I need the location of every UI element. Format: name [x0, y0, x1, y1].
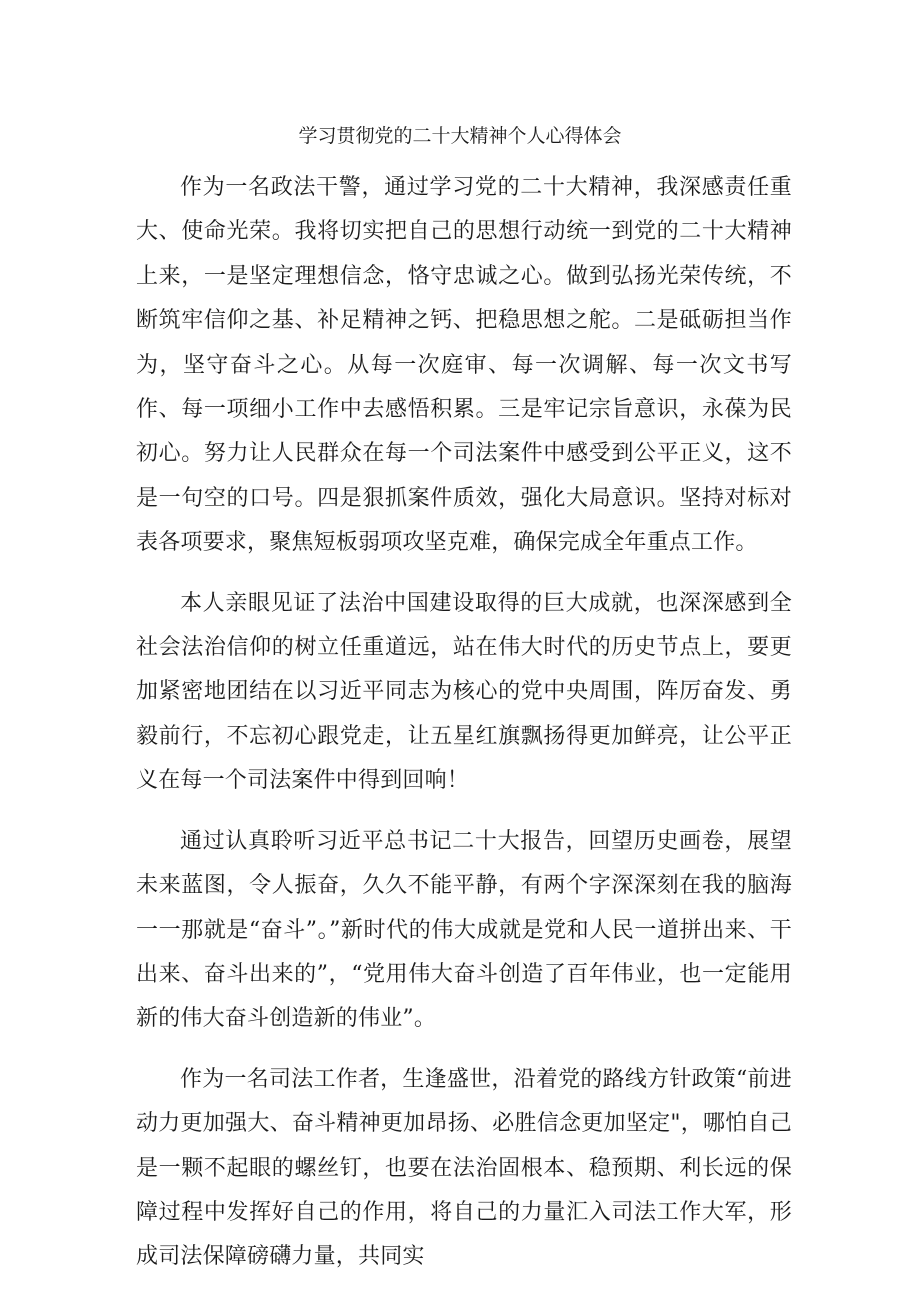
paragraph-2: 本人亲眼见证了法治中国建设取得的巨大成就，也深深感到全社会法治信仰的树立任重道远，站在伟大时代的历史节点上，要更加紧密地团结在以习近平同志为核心的党中央周围，阵厉奋发、勇毅前行，不忘初心跟党走，让五星红旗飘扬得更加鲜亮，让公平正义在每一个司法案件中得到回响！: [136, 590, 792, 794]
document-title: 学习贯彻党的二十大精神个人心得体会: [298, 125, 622, 147]
paragraph-4: 作为一名司法工作者，生逢盛世，沿着党的路线方针政策“前进动力更加强大、奋斗精神更加昂扬、必胜信念更加坚定"，哪怕自己是一颗不起眼的螺丝钉，也要在法治固根本、稳预期、利长远的保障过程中发挥好自己的作用，将自己的力量汇入司法工作大军，形成司法保障磅礴力量，共同实: [136, 1066, 792, 1270]
document-body: [136, 166, 792, 1296]
paragraph-3: 通过认真聆听习近平总书记二十大报告，回望历史画卷，展望未来蓝图，令人振奋，久久不能平静，有两个字深深刻在我的脑海一一那就是“奋斗”。”新时代的伟大成就是党和人民一道拼出来、干出来、奋斗出来的”，“党用伟大奋斗创造了百年伟业，也一定能用新的伟大奋斗创造新的伟业”。: [136, 828, 792, 1032]
paragraph-1: 作为一名政法干警，通过学习党的二十大精神，我深感责任重大、使命光荣。我将切实把自己的思想行动统一到党的二十大精神上来，一是坚定理想信念，恪守忠诚之心。做到弘扬光荣传统，不断筑牢信仰之基、补足精神之钙、把稳思想之舵。二是砥砺担当作为，坚守奋斗之心。从每一次庭审、每一次调解、每一次文书写作、每一项细小工作中去感悟积累。三是牢记宗旨意识，永葆为民初心。努力让人民群众在每一个司法案件中感受到公平正义，这不是一句空的口号。四是狠抓案件质效，强化大局意识。坚持对标对表各项要求，聚焦短板弱项攻坚克难，确保完成全年重点工作。: [136, 175, 792, 556]
